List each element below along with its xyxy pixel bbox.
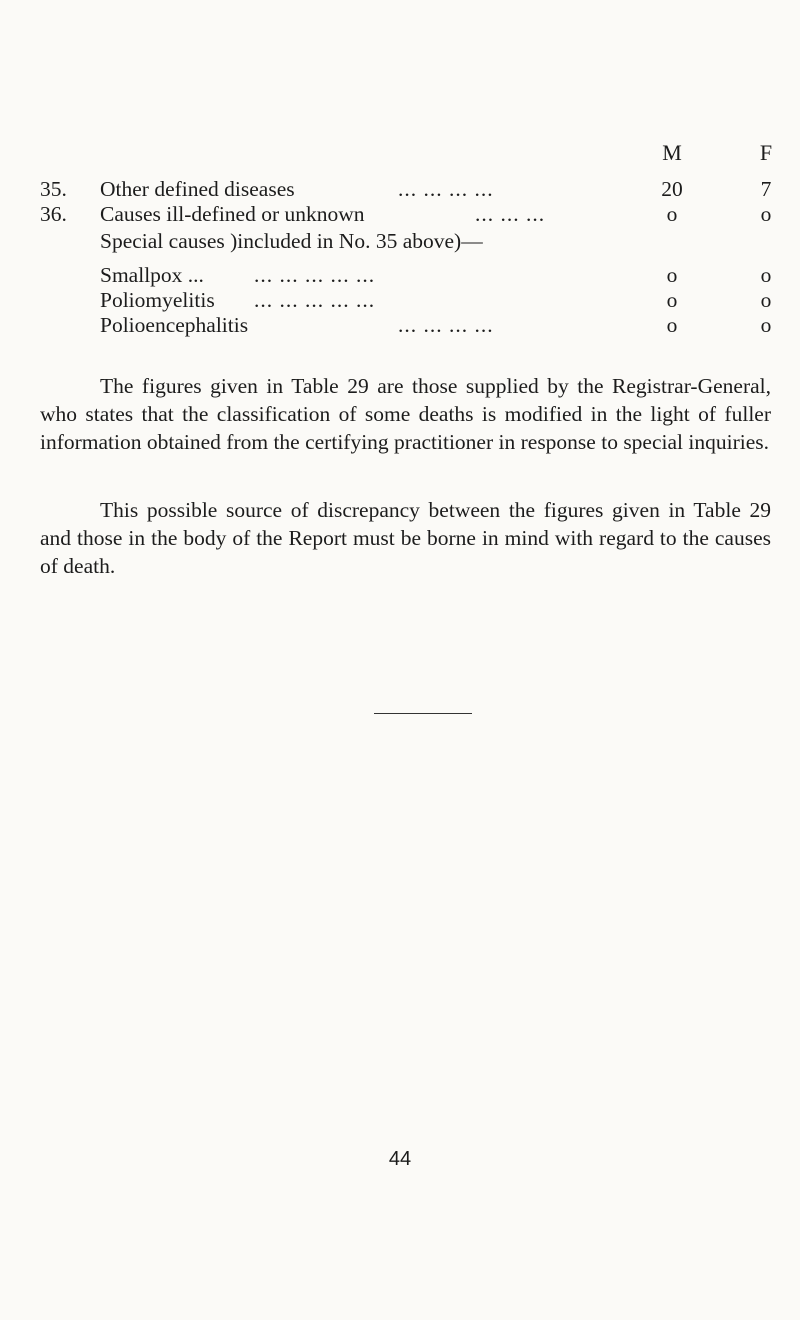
value-m: o: [666, 202, 678, 226]
value-f: o: [760, 202, 772, 226]
row-number: 35.: [40, 177, 67, 201]
column-header-f: F: [759, 140, 773, 165]
paragraph-registrar-general: The figures given in Table 29 are those supplied by the Registrar-General, who states that the classification of some deaths is modified in the light of fuller information obtained from the certifying practitioner in response to special inquiries.: [40, 374, 771, 454]
value-m: 20: [661, 177, 683, 201]
column-header-m: M: [662, 140, 682, 165]
dot-leaders: ... ... ... ...: [398, 177, 494, 201]
dot-leaders: ... ... ... ...: [398, 313, 494, 337]
dot-leaders: ... ... ... ... ...: [254, 263, 376, 287]
row-label: Smallpox ...: [100, 263, 204, 287]
value-f: 7: [760, 177, 772, 201]
special-causes-heading: Special causes )included in No. 35 above)—: [100, 229, 483, 253]
value-f: o: [760, 263, 772, 287]
value-f: o: [760, 288, 772, 312]
value-m: o: [666, 263, 678, 287]
dot-leaders: ... ... ...: [475, 202, 546, 226]
row-number: 36.: [40, 202, 67, 226]
row-label: Other defined diseases: [100, 177, 295, 201]
table-row-polioencephalitis: [0, 310, 800, 340]
dot-leaders: ... ... ... ... ...: [254, 288, 376, 312]
row-label: Poliomyelitis: [100, 288, 215, 312]
row-label: Polioencephalitis: [100, 313, 249, 337]
page-number: 44: [388, 1148, 412, 1170]
paragraph-discrepancy: This possible source of discrepancy between the figures given in Table 29 and those in the body of the Report must be borne in mind with regard to the causes of death.: [40, 498, 771, 578]
section-divider: [374, 713, 472, 714]
value-f: o: [760, 313, 772, 337]
row-label: Causes ill-defined or unknown: [100, 202, 365, 226]
table-row-36: [0, 199, 800, 229]
value-m: o: [666, 288, 678, 312]
value-m: o: [666, 313, 678, 337]
